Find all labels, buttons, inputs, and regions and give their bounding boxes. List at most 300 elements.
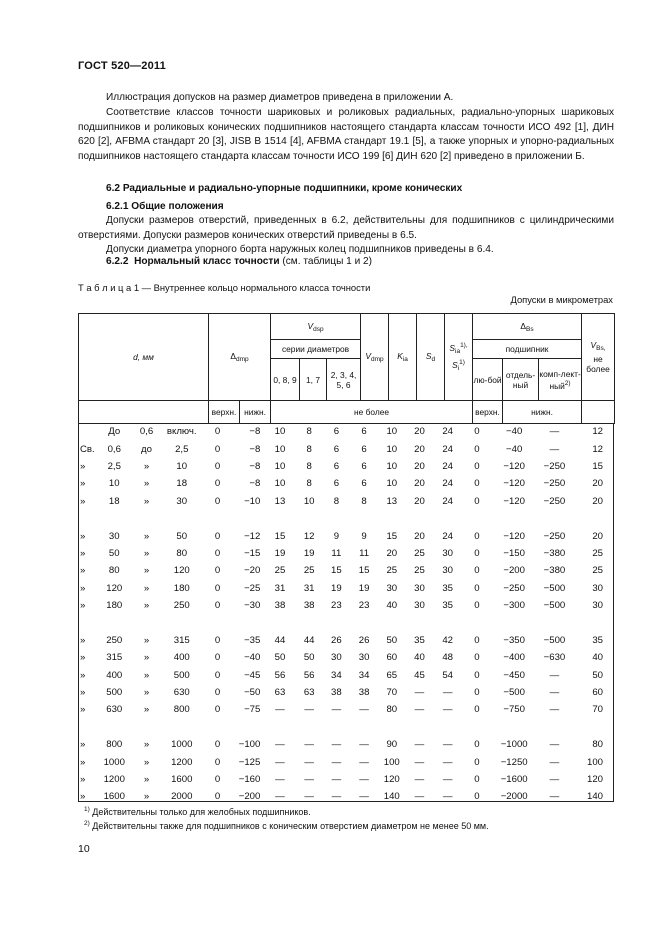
table-cell: » [80, 600, 86, 612]
table-cell: −1000 [500, 739, 528, 751]
table-row [79, 701, 613, 718]
table-cell: 6 [333, 460, 340, 472]
table-cell: 63 [303, 687, 315, 699]
table-cell: 6 [361, 460, 367, 472]
table-cell: 6 [333, 478, 340, 490]
table-cell: −50 [244, 687, 261, 699]
table-cell: 1200 [171, 756, 193, 768]
table-cell: −350 [503, 634, 525, 646]
table-cell: 54 [442, 669, 454, 681]
header-series-a: 0, 8, 9 [271, 359, 300, 401]
table-cell: 30 [108, 530, 120, 542]
table-cell: 10 [176, 460, 188, 472]
table-cell: — [414, 687, 425, 699]
table-cell: 20 [414, 426, 425, 438]
table-row [79, 475, 613, 492]
table-cell: » [143, 687, 150, 699]
header-series-b: 1, 7 [300, 359, 327, 401]
table-cell: −100 [238, 739, 261, 751]
units-note: Допуски в микрометрах [510, 294, 613, 305]
table-cell: 60 [592, 687, 603, 699]
table-cell: 6 [333, 426, 340, 438]
table-cell: — [442, 739, 453, 751]
table-row-spacer-cell [79, 510, 613, 527]
table-cell: −250 [543, 530, 566, 542]
table-cell: 140 [383, 791, 400, 803]
table-cell: — [359, 756, 369, 768]
header-vbs: $V_{Bs,}$ не более [582, 314, 615, 401]
table-cell: 30 [592, 582, 603, 594]
table-cell: 90 [386, 739, 398, 751]
table-cell: 120 [383, 774, 400, 785]
table-cell: » [143, 669, 150, 681]
table-cell: 10 [274, 478, 286, 490]
table-cell: −20 [244, 565, 261, 577]
table-cell: 45 [414, 669, 425, 681]
table-cell: включ. [166, 426, 197, 438]
table-cell: 10 [108, 478, 120, 490]
table-cell: » [143, 791, 150, 803]
table-cell: 0 [214, 669, 221, 681]
header-blank [79, 401, 209, 424]
table-cell: 315 [106, 652, 123, 664]
table-cell: 25 [386, 565, 398, 577]
table-row [79, 736, 613, 753]
table-row [79, 684, 613, 701]
table-cell: — [549, 687, 560, 699]
table-cell: — [442, 704, 453, 716]
table-cell: — [331, 791, 342, 803]
table-cell: — [331, 739, 342, 751]
table-cell: 40 [592, 652, 603, 664]
header-matched: комп-лект-ный$^{2)}$ [539, 359, 582, 401]
table-cell: » [143, 547, 150, 559]
table-cell: 0 [214, 652, 221, 664]
table-cell: » [143, 634, 150, 646]
table-cell: 630 [173, 687, 190, 699]
table-cell: » [143, 756, 150, 768]
table-cell: 70 [592, 704, 603, 716]
header-lower-2: нижн. [503, 401, 582, 424]
table-cell: 19 [274, 547, 286, 559]
table-cell: 10 [386, 443, 398, 455]
table-cell: — [442, 687, 453, 699]
table-cell: 34 [331, 669, 342, 681]
table-cell: — [304, 739, 314, 751]
table-cell: −120 [503, 495, 525, 507]
table-cell: 40 [386, 600, 398, 612]
table-cell: −200 [238, 791, 261, 803]
table-cell: −380 [543, 565, 566, 577]
table-cell: −12 [244, 530, 261, 542]
table-cell: 26 [331, 634, 342, 646]
table-cell: 30 [442, 565, 454, 577]
table-cell: −250 [543, 460, 566, 472]
table-cell: 80 [176, 547, 188, 559]
table-cell: — [304, 791, 314, 803]
table-cell: 6 [333, 443, 340, 455]
paragraph-6-2-1-a: Допуски размеров отверстий, приведенных в 6.2, действительны для подшипников с цилиндрическими отверстиями. Допуски размеров конических отверстий приведены в 6.5. [78, 215, 614, 241]
table-cell: 34 [358, 669, 370, 681]
table-cell: −450 [503, 669, 525, 681]
table-cell: » [143, 495, 150, 507]
table-cell: −150 [503, 547, 525, 559]
table-cell: −200 [503, 565, 525, 577]
table-cell: — [275, 756, 285, 768]
table-cell: » [80, 704, 86, 716]
table-cell: до [141, 443, 152, 455]
table-cell: 50 [592, 669, 603, 681]
table-cell: 6 [361, 426, 367, 438]
header-kia: $K_{ia}$ [389, 314, 417, 401]
table-cell: 8 [361, 495, 367, 507]
table-cell: — [549, 774, 560, 785]
table-cell: 800 [106, 739, 123, 751]
table-cell: 38 [303, 600, 315, 612]
table-cell: −500 [543, 582, 566, 594]
table-cell: −8 [249, 443, 261, 455]
table-cell: — [414, 739, 425, 751]
table-cell: −1600 [500, 774, 528, 785]
table-cell: 8 [306, 478, 312, 490]
table-cell: 180 [173, 582, 190, 594]
table-row [79, 458, 613, 475]
table-cell: 15 [274, 530, 286, 542]
table-cell: 0 [214, 582, 221, 594]
table-cell: — [304, 756, 314, 768]
table-cell: 0 [474, 530, 480, 542]
table-cell: 18 [108, 495, 120, 507]
table-cell: 25 [303, 565, 315, 577]
table-cell: — [414, 704, 425, 716]
table-cell: 0 [214, 530, 221, 542]
table-cell: −500 [543, 634, 566, 646]
table-cell: » [80, 652, 86, 664]
header-any: лю-бой [473, 359, 503, 401]
table-cell: 38 [331, 687, 342, 699]
table-cell: 40 [414, 652, 425, 664]
table-cell: −8 [249, 460, 261, 472]
table-cell: 10 [386, 460, 398, 472]
table-cell: 24 [442, 460, 454, 472]
table-cell: 120 [106, 582, 123, 594]
table-row [79, 753, 613, 770]
table-row [79, 440, 613, 457]
table-cell: −1250 [500, 756, 528, 768]
table-cell: — [442, 756, 453, 768]
table-cell: Св. [80, 443, 95, 455]
table-cell: — [331, 704, 342, 716]
table-cell: 100 [383, 756, 400, 768]
table-row [79, 545, 613, 562]
table-cell: 48 [442, 652, 454, 664]
table-cell: 0,6 [139, 426, 154, 438]
table-cell: 56 [274, 669, 286, 681]
table-cell: — [275, 704, 285, 716]
header-vdsp: $V_{dsp}$ [271, 314, 361, 340]
table-cell: 0 [214, 739, 221, 751]
table-cell [79, 423, 99, 440]
header-delta-bs: $\Delta_{Bs}$ [473, 314, 582, 340]
table-cell: 80 [592, 739, 603, 751]
table-cell: 8 [306, 426, 312, 438]
table-cell: 10 [274, 426, 286, 438]
table-cell: 13 [386, 495, 398, 507]
table-cell: −8 [249, 478, 261, 490]
table-cell: 1000 [171, 739, 193, 751]
table-row [79, 649, 613, 666]
table-cell: 26 [358, 634, 370, 646]
table-cell: 12 [592, 426, 603, 438]
table-cell: 20 [592, 495, 603, 507]
table-row [79, 597, 613, 614]
table-cell: 500 [173, 669, 190, 681]
table-cell: — [442, 791, 453, 803]
table-cell: — [304, 704, 314, 716]
table-cell: — [331, 756, 342, 768]
table-cell: 0 [474, 756, 480, 768]
table-row-spacer-cell [79, 614, 613, 631]
table-cell: 70 [386, 687, 398, 699]
table-cell: 1600 [171, 774, 193, 785]
table-cell: 2000 [171, 791, 193, 803]
table-cell: 0 [474, 774, 480, 785]
table-cell: −40 [506, 443, 523, 455]
table-cell: 20 [592, 478, 603, 490]
table-row [79, 423, 613, 440]
table-cell: — [359, 774, 369, 785]
table-cell: 10 [274, 443, 286, 455]
table-cell: 15 [386, 530, 398, 542]
table-cell: −250 [503, 582, 525, 594]
table-cell: −120 [503, 530, 525, 542]
table-cell: 0 [214, 774, 221, 785]
table-cell: −30 [244, 600, 261, 612]
table-cell: 0 [474, 739, 480, 751]
table-cell: — [275, 774, 285, 785]
table-cell: −120 [503, 460, 525, 472]
table-cell: 0 [474, 443, 480, 455]
table-cell: » [80, 634, 86, 646]
table-cell: −400 [503, 652, 525, 664]
table-cell: » [143, 582, 150, 594]
header-sia: $S_{ia}^{1),}$ $S_i^{1)}$ [445, 314, 473, 401]
table-cell: » [80, 565, 86, 577]
table-cell: 11 [359, 547, 370, 559]
table-cell: » [80, 495, 86, 507]
table-cell: 9 [361, 530, 367, 542]
table-cell: 50 [108, 547, 120, 559]
table-cell: 44 [303, 634, 315, 646]
table-cell: 9 [333, 530, 340, 542]
table-cell: −120 [503, 478, 525, 490]
table-cell: 12 [592, 443, 603, 455]
table-row [79, 562, 613, 579]
table-cell: 0 [474, 478, 480, 490]
table-cell: 2,5 [175, 443, 189, 455]
table-cell: 30 [592, 600, 603, 612]
table-cell: 56 [303, 669, 315, 681]
table-cell: 30 [414, 600, 425, 612]
table-cell: 0 [214, 495, 221, 507]
table-cell: 250 [106, 634, 123, 646]
table-cell: 10 [303, 495, 315, 507]
table-row [79, 493, 613, 510]
table-cell: » [80, 669, 86, 681]
table-cell: 24 [442, 426, 454, 438]
table-cell: » [80, 791, 86, 803]
table-cell: 630 [106, 704, 123, 716]
table-cell: — [414, 756, 425, 768]
header-series: серии диаметров [271, 340, 361, 359]
table-cell: 20 [592, 530, 603, 542]
table-cell: 50 [386, 634, 398, 646]
table-cell: 12 [303, 530, 315, 542]
table-cell: 25 [414, 565, 425, 577]
table-cell: 50 [176, 530, 188, 542]
table-cell: — [275, 791, 285, 803]
table-cell: −75 [244, 704, 261, 716]
paragraph-illustration: Иллюстрация допусков на размер диаметров приведена в приложении А. [106, 92, 454, 103]
paragraph-6-2-1-b: Допуски диаметра упорного борта наружных колец подшипников приведены в 6.4. [106, 244, 494, 255]
header-sd: $S_d$ [417, 314, 445, 401]
table-cell: 35 [442, 600, 454, 612]
table-cell: 6 [361, 443, 367, 455]
table-cell: 19 [303, 547, 315, 559]
table-cell: 800 [173, 704, 190, 716]
table-cell: » [143, 478, 150, 490]
table-cell: 140 [586, 791, 603, 803]
table-cell: 20 [414, 530, 425, 542]
table-cell: 2,5 [107, 460, 121, 472]
table-cell: 10 [386, 426, 398, 438]
table-cell: 80 [108, 565, 120, 577]
table-cell: −10 [244, 495, 261, 507]
table-cell: 24 [442, 443, 454, 455]
table-cell: — [414, 791, 425, 803]
table-cell: » [80, 478, 86, 490]
table-cell: — [359, 791, 369, 803]
table-cell: » [143, 530, 150, 542]
table-cell: −25 [244, 582, 261, 594]
table-cell: 0 [474, 495, 480, 507]
table-cell: −125 [238, 756, 261, 768]
table-cell: 0 [474, 565, 480, 577]
table-cell: 23 [331, 600, 342, 612]
table-cell: — [549, 426, 560, 438]
table-cell: 35 [592, 634, 603, 646]
table-cell: 0 [474, 460, 480, 472]
table-cell: 0 [214, 687, 221, 699]
table-cell: 0 [214, 600, 221, 612]
table-cell: — [331, 774, 342, 785]
table-header [78, 313, 615, 424]
table-row-spacer-cell [79, 719, 613, 736]
table-cell: 0 [214, 443, 221, 455]
header-lower: нижн. [240, 401, 271, 424]
table-cell: 19 [358, 582, 370, 594]
table-cell: — [414, 774, 425, 785]
table-cell: −500 [543, 600, 566, 612]
header-bearing: подшипник [473, 340, 582, 359]
table-cell: 31 [274, 582, 286, 594]
table-cell: 400 [173, 652, 190, 664]
table-cell: 0 [214, 547, 221, 559]
table-cell: 24 [442, 530, 454, 542]
table-cell: 35 [414, 634, 425, 646]
table-cell: −2000 [500, 791, 528, 803]
table-cell: 30 [331, 652, 342, 664]
table-cell: 30 [386, 582, 398, 594]
header-not-more: не более [271, 401, 473, 424]
table-cell: 44 [274, 634, 286, 646]
table-cell: 20 [386, 547, 398, 559]
table-cell: — [442, 774, 453, 785]
table-cell: 100 [586, 756, 603, 768]
table-cell: −160 [238, 774, 261, 785]
table-cell: 20 [414, 460, 425, 472]
table-cell: −750 [503, 704, 525, 716]
table-cell: 19 [331, 582, 342, 594]
table-cell: 0 [214, 704, 221, 716]
table-cell: 120 [586, 774, 603, 785]
table-cell: 42 [442, 634, 454, 646]
table-cell: 0 [474, 634, 480, 646]
table-cell: 15 [331, 565, 342, 577]
table-cell: 35 [442, 582, 454, 594]
table-cell: » [143, 739, 150, 751]
table-cell: — [359, 704, 369, 716]
table-cell: » [143, 565, 150, 577]
table-cell: 25 [274, 565, 286, 577]
table-cell: 20 [414, 443, 425, 455]
table-body [78, 423, 614, 802]
table-cell: −250 [543, 478, 566, 490]
table-caption: Т а б л и ц а 1 — Внутреннее кольцо нормального класса точности [78, 282, 371, 293]
table-cell: 0 [474, 547, 480, 559]
header-upper-2: верхн. [473, 401, 503, 424]
table-cell: » [143, 704, 150, 716]
table-cell: 60 [386, 652, 398, 664]
table-row [79, 666, 613, 683]
table-row [79, 771, 613, 788]
table-cell: 25 [592, 547, 603, 559]
table-cell: 8 [306, 460, 312, 472]
table-cell: 1000 [103, 756, 125, 768]
paragraph-correspondence: Соответствие классов точности шариковых и роликовых радиальных, радиально-упорных шариковых подшипников и роликовых конических подшипников настоящего стандарта классам точности ИСО 492 [1], ДИН 620 [2], AFBMA стандарт 20 [3], JISB B 1514 [4], AFBMA стандарт 19.1 [5], а также упорных и упорно-радиальных подшипников настоящего стандарта классам точности ИСО 199 [6] ДИН 620 [2] приведено в приложении Б. [78, 107, 614, 162]
table-cell: » [143, 460, 150, 472]
table-cell: 10 [386, 478, 398, 490]
table-cell: 10 [274, 460, 286, 472]
table-cell: 20 [414, 495, 425, 507]
table-row-spacer [79, 614, 613, 631]
table-cell: 8 [333, 495, 340, 507]
table-cell: 18 [176, 478, 188, 490]
table-cell: — [359, 739, 369, 751]
footnote-1: $^{1)}$ Действительны только для желобных подшипников. [84, 806, 311, 817]
table-cell: » [80, 530, 86, 542]
table-cell: 0 [214, 756, 221, 768]
table-cell: 120 [173, 565, 190, 577]
table-row [79, 580, 613, 597]
table-cell: » [80, 739, 86, 751]
table-cell: » [80, 774, 86, 785]
table-cell: 80 [386, 704, 398, 716]
document-title: ГОСТ 520—2011 [78, 60, 166, 72]
table-row-spacer [79, 719, 613, 736]
table-cell: 0 [214, 565, 221, 577]
table-cell: 15 [358, 565, 370, 577]
